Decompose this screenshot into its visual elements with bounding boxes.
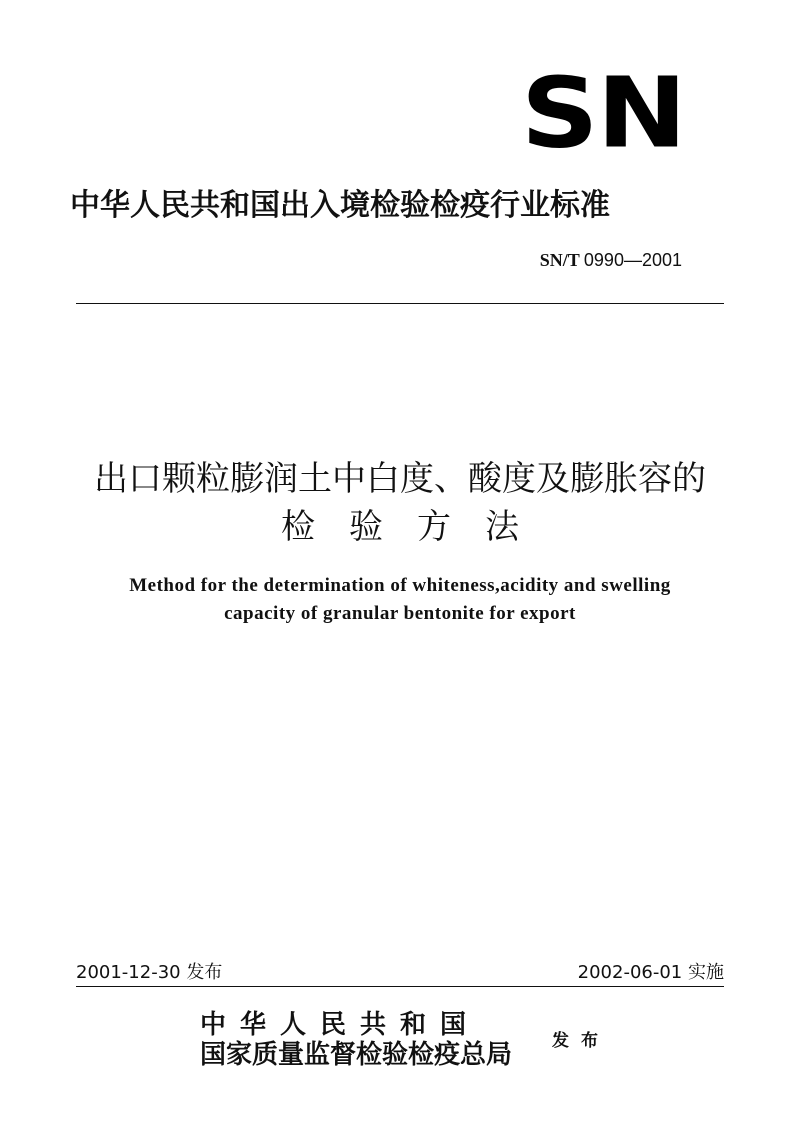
bottom-divider: [76, 986, 724, 987]
title-english: [0, 572, 800, 628]
standard-prefix: SN/T: [539, 250, 580, 270]
standard-code: [540, 250, 682, 271]
title-chinese: [0, 455, 800, 551]
industry-standard-title: 中华人民共和国出入境检验检疫行业标准: [70, 188, 610, 223]
issuer-block: [200, 1010, 512, 1070]
effective-date: 2002-06-01: [577, 962, 683, 983]
title-cn-line1: 出口颗粒膨润土中白度、酸度及膨胀容的: [94, 459, 706, 499]
effective-label: 实施: [688, 962, 724, 983]
title-en-line2: capacity of granular bentonite for export: [224, 603, 576, 624]
issuer-line2: 国家质量监督检验检疫总局: [200, 1040, 513, 1070]
title-en-line1: Method for the determination of whiteness,acidity and swelling: [129, 575, 671, 596]
issuer-suffix: 发布: [552, 1031, 610, 1051]
top-divider: [76, 303, 724, 304]
effective-date-group: [578, 958, 724, 984]
sn-logo: SN: [520, 57, 685, 170]
issue-date: 2001-12-30: [76, 962, 181, 983]
issue-date-group: [76, 958, 222, 984]
standard-number: 0990—2001: [583, 250, 682, 270]
title-cn-line2: 检验方法: [281, 507, 553, 547]
issue-label: 发布: [186, 962, 223, 983]
issuer-line1: 中华人民共和国: [200, 1010, 481, 1040]
